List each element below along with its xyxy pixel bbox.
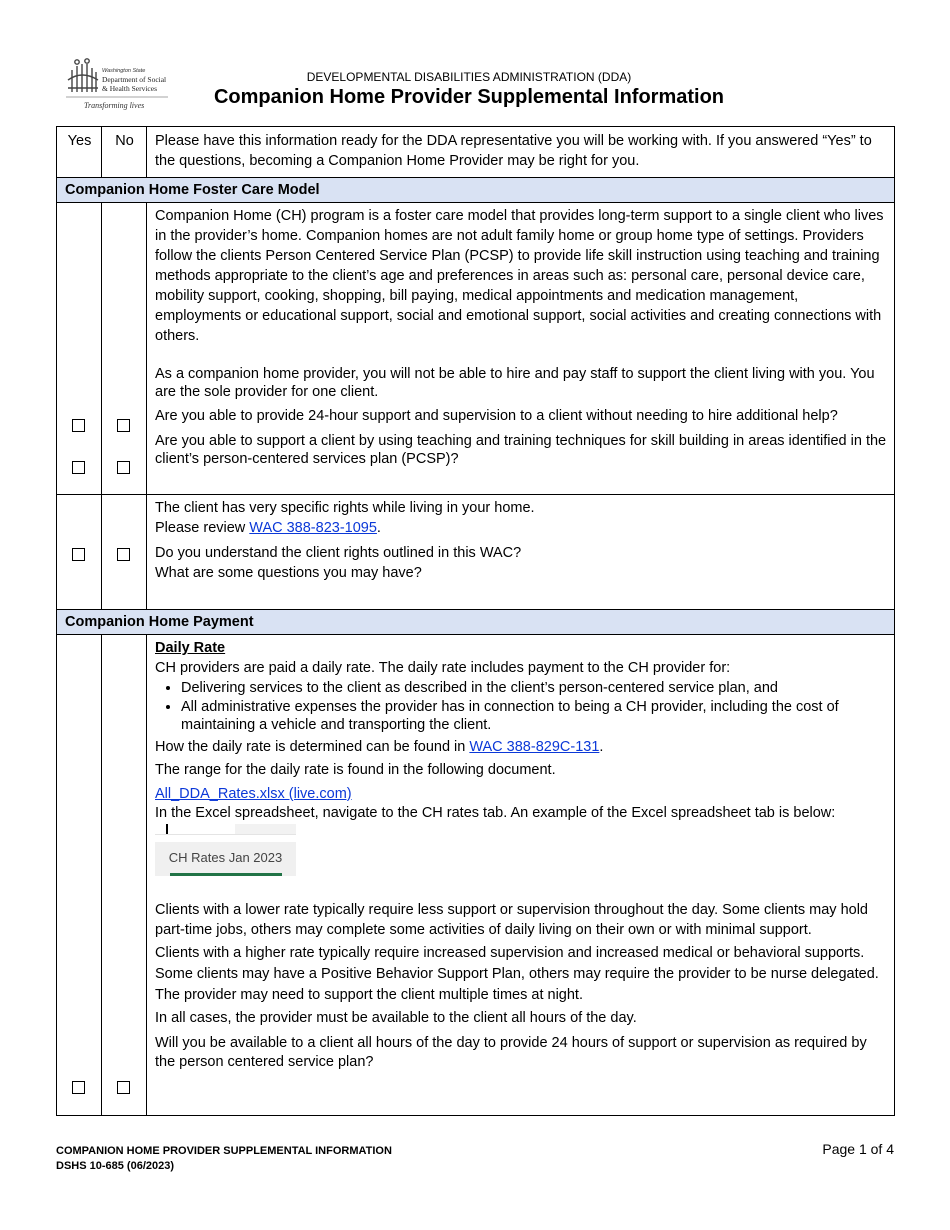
daily-rate-subheading: Daily Rate xyxy=(155,640,226,656)
q1-yes-checkbox[interactable] xyxy=(72,419,85,432)
q1-no-checkbox[interactable] xyxy=(117,419,130,432)
logo-line3: & Health Services xyxy=(102,84,157,93)
page-title: Companion Home Provider Supplemental Information xyxy=(213,86,725,108)
payment-row xyxy=(57,635,895,1116)
no-column-header: No xyxy=(102,127,147,178)
question-24-hour-support: Are you able to provide 24-hour support and supervision to a client without needing to hire additional help? xyxy=(155,408,838,424)
excel-sheet-tab: CH Rates Jan 2023 xyxy=(155,842,296,876)
q2-no-checkbox[interactable] xyxy=(117,461,130,474)
dda-rates-document-link[interactable]: All_DDA_Rates.xlsx (live.com) xyxy=(155,785,352,802)
q3-no-checkbox[interactable] xyxy=(117,548,130,561)
question-followup: What are some questions you may have? xyxy=(155,565,422,581)
higher-rate-text: Clients with a higher rate typically require increased supervision and increased medical or behavioral supports. Some clients may have a Positive Behavior Support Plan, others may require the provider to be nurse delegated. The provider may need to support the client multiple times at night. xyxy=(155,944,879,1003)
lower-rate-text: Clients with a lower rate typically require less support or supervision throughout the day. Some clients may hold part-time jobs, others may complete some activities of daily living on their own or with minimal support. xyxy=(155,901,868,938)
supplemental-info-table xyxy=(56,126,895,1116)
question-teaching-techniques: Are you able to support a client by using teaching and training techniques for skill building in areas identified in the client’s person-centered services plan (PCSP)? xyxy=(155,433,887,467)
logo-tagline: Transforming lives xyxy=(84,101,145,110)
page-number: Page 1 of 4 xyxy=(822,1141,894,1157)
agency-name: DEVELOPMENTAL DISABILITIES ADMINISTRATION (DDA) xyxy=(306,70,632,84)
footer-form-info xyxy=(56,1144,392,1174)
section-header-foster-care xyxy=(57,178,895,203)
review-wac-line: Please review WAC 388-823-1095. xyxy=(155,520,381,536)
client-rights-text: The client has very specific rights while living in your home. xyxy=(155,500,535,516)
dshs-logo xyxy=(64,58,170,114)
foster-care-description: Companion Home (CH) program is a foster care model that provides long-term support to a single client who lives in the provider’s home. Companion homes are not adult family home or group home type of settings. Providers follow the clients Person Centered Service Plan (PCSP) to provide life skill instruction using teaching and training methods appropriate to the client’s age and preferences in areas such as: personal care, personal device care, mobility support, cooking, shopping, bill paying, medical appointments and medication management, employments or educational support, social and emotional support, social activities and creating connections with others. xyxy=(155,208,884,344)
bullet-item: • Delivering services to the client as described in the client’s person-centered service plan, and xyxy=(181,679,887,698)
section-heading-payment: Companion Home Payment xyxy=(57,610,895,635)
excel-tab-example xyxy=(155,824,296,880)
daily-rate-bullets xyxy=(155,679,887,735)
all-cases-text: In all cases, the provider must be available to the client all hours of the day. xyxy=(155,1009,637,1026)
header-row xyxy=(57,127,895,178)
q4-no-checkbox[interactable] xyxy=(117,1081,130,1094)
people-icon xyxy=(68,59,98,92)
intro-text: Please have this information ready for the DDA representative you will be working with. If you answered “Yes” to the questions, becoming a Companion Home Provider may be right for you. xyxy=(155,133,872,169)
daily-rate-intro: CH providers are paid a daily rate. The daily rate includes payment to the CH provider for: xyxy=(155,660,731,676)
q2-yes-checkbox[interactable] xyxy=(72,461,85,474)
client-rights-row xyxy=(57,495,895,610)
yes-column-header: Yes xyxy=(57,127,102,178)
section-header-payment xyxy=(57,610,895,635)
wac-388-829c-131-link[interactable]: WAC 388-829C-131 xyxy=(469,738,600,755)
footer-form-number: DSHS 10-685 (06/2023) xyxy=(56,1160,175,1172)
q4-yes-checkbox[interactable] xyxy=(72,1081,85,1094)
question-client-rights: Do you understand the client rights outlined in this WAC? xyxy=(155,545,522,561)
logo-line2: Department of Social xyxy=(102,75,167,84)
excel-instructions: In the Excel spreadsheet, navigate to the CH rates tab. An example of the Excel spreadsheet tab is below: xyxy=(155,804,836,821)
foster-care-row xyxy=(57,203,895,495)
bullet-item: • All administrative expenses the provider has in connection to being a CH provider, including the cost of maintaining a vehicle and transporting the client. xyxy=(181,698,887,735)
rate-range-text: The range for the daily rate is found in the following document. xyxy=(155,761,556,778)
footer-form-title: COMPANION HOME PROVIDER SUPPLEMENTAL INFORMATION xyxy=(56,1145,392,1157)
wac-388-823-1095-link[interactable]: WAC 388-823-1095 xyxy=(249,520,377,536)
sole-provider-text: As a companion home provider, you will not be able to hire and pay staff to support the client living with you. You are the sole provider for one client. xyxy=(155,366,875,400)
section-heading-foster-care: Companion Home Foster Care Model xyxy=(57,178,895,203)
rate-determination-line: How the daily rate is determined can be found in WAC 388-829C-131. xyxy=(155,738,604,755)
q3-yes-checkbox[interactable] xyxy=(72,548,85,561)
question-all-hours: Will you be available to a client all hours of the day to provide 24 hours of support or supervision as required by the person centered service plan? xyxy=(155,1034,867,1070)
logo-state: Washington State xyxy=(102,68,146,74)
